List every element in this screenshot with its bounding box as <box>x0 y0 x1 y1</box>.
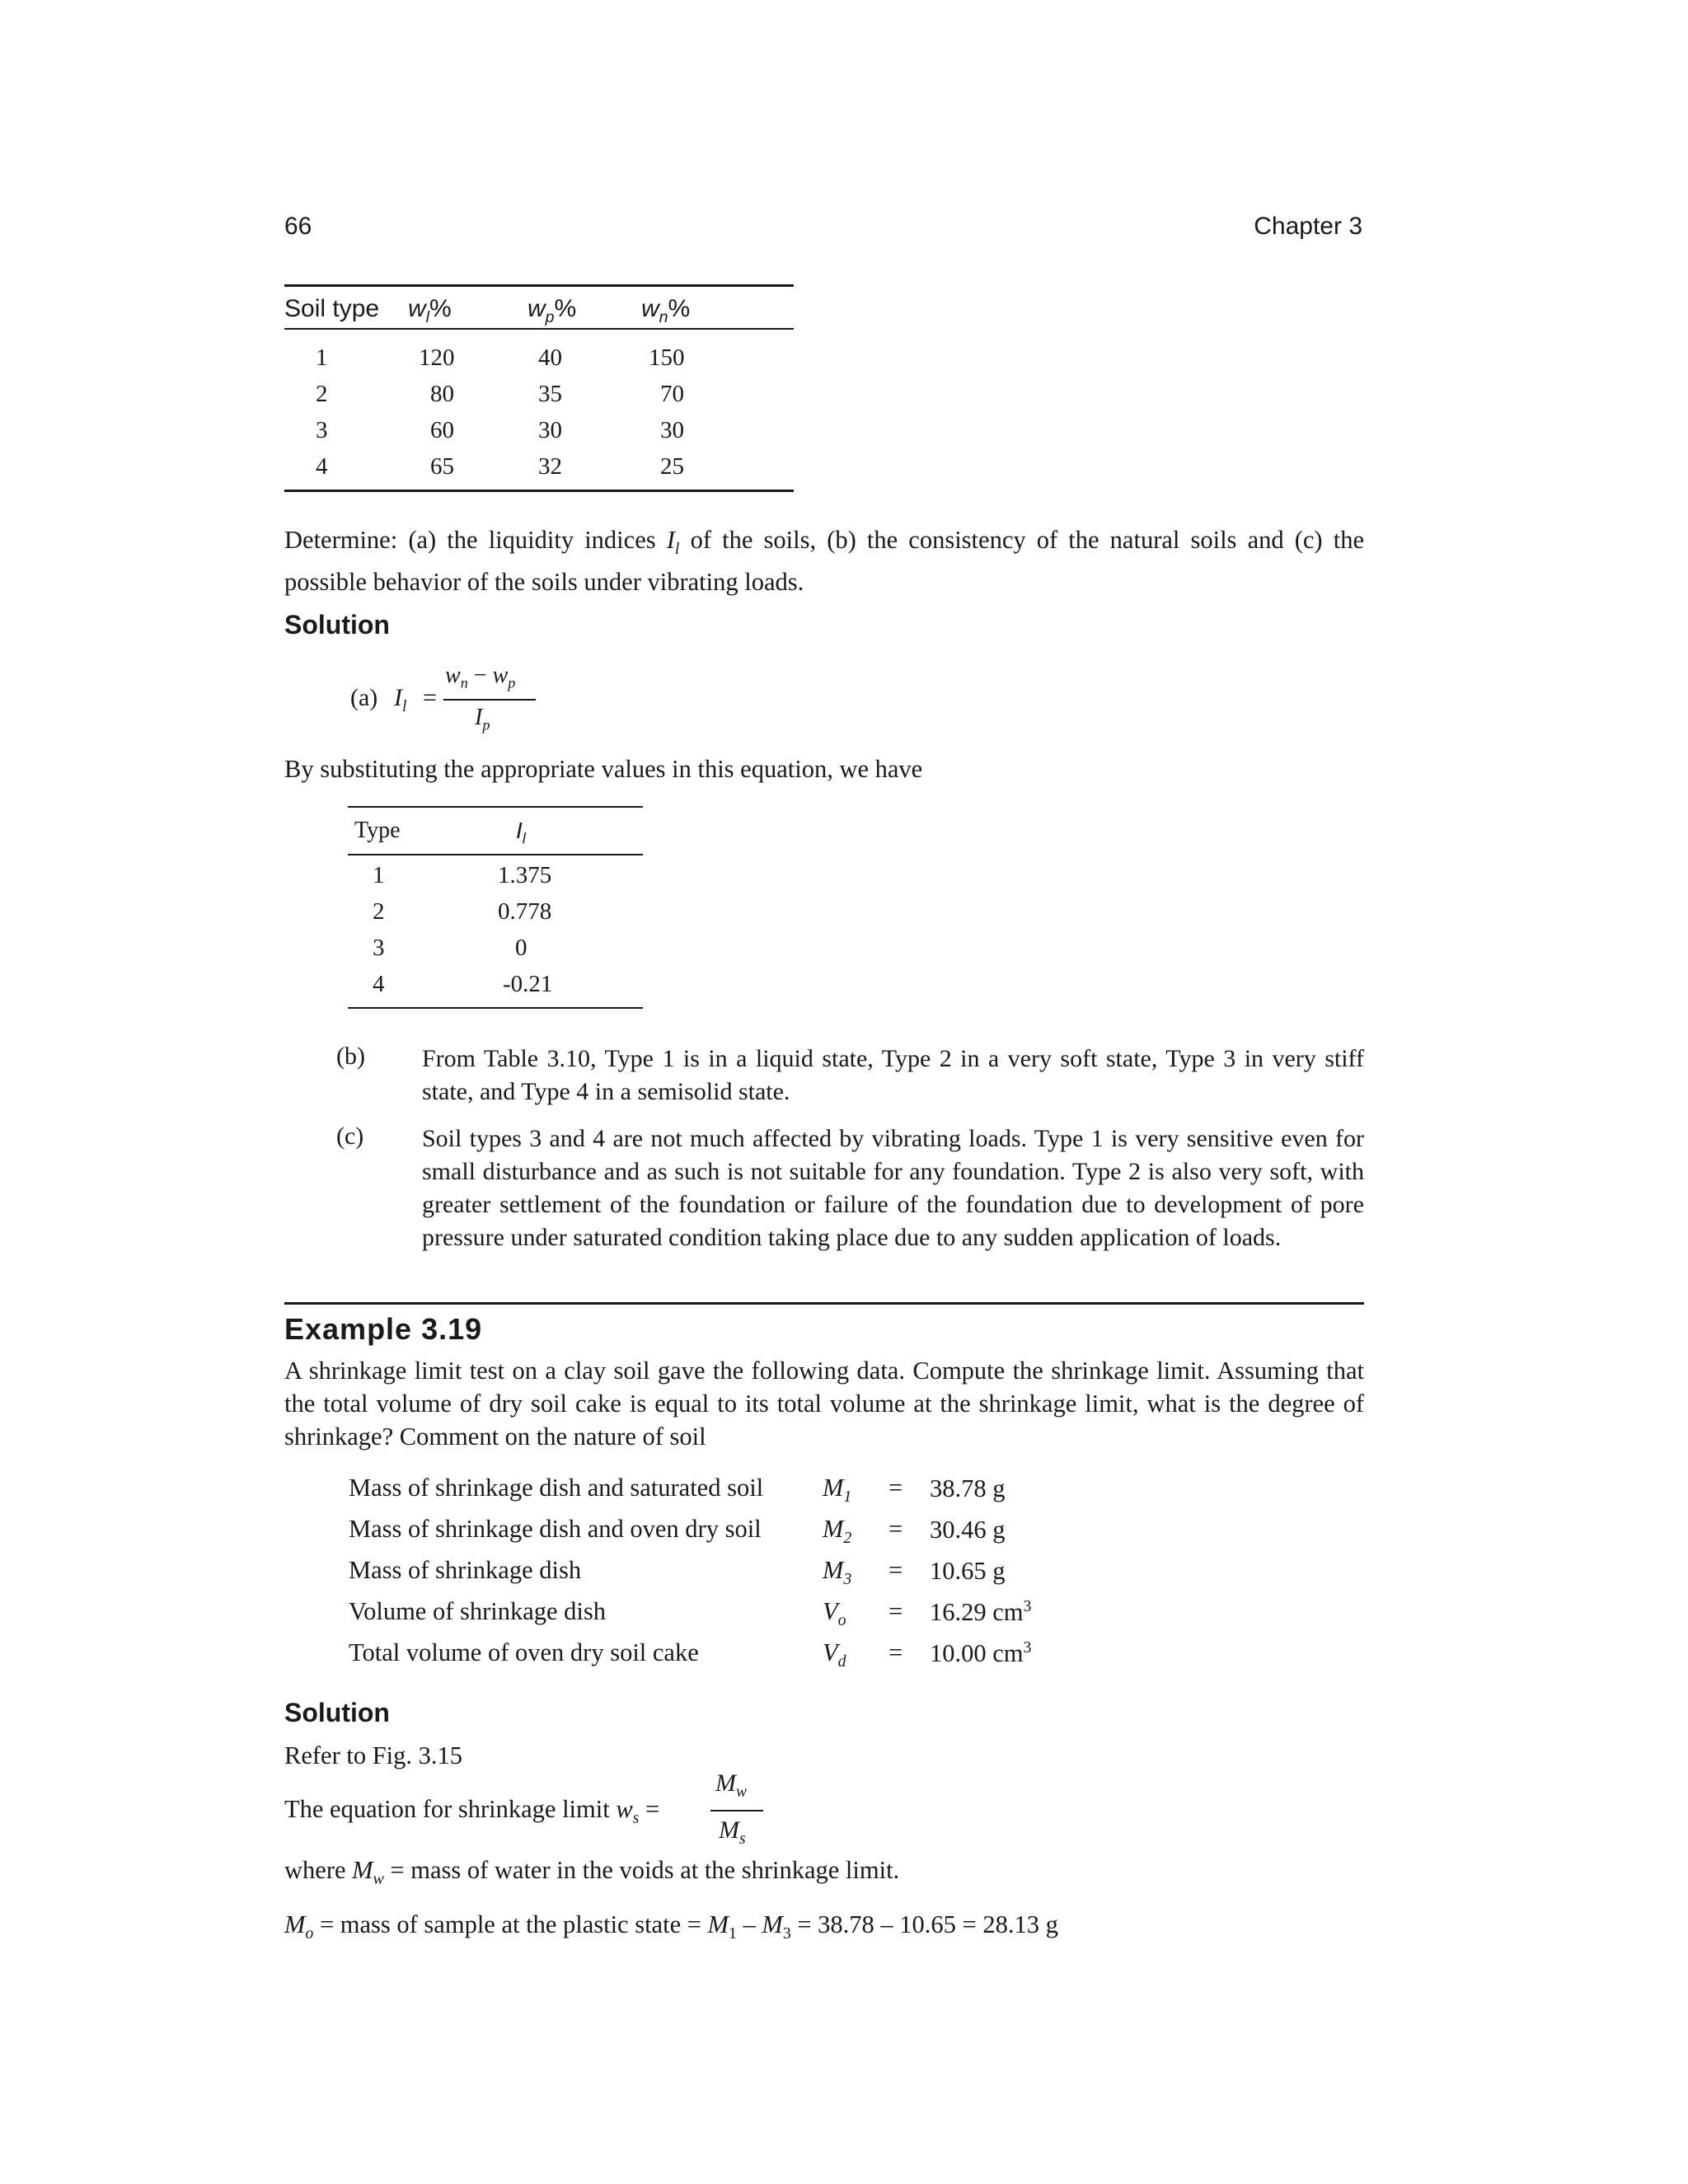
solution-heading: Solution <box>284 610 390 640</box>
list-item: Mass of shrinkage dish and saturated soil $M_1$ = 38.78 g <box>349 1474 1006 1506</box>
col-header-il: $I_l$ <box>516 818 526 847</box>
equation-numerator: $w_n - w_p$ <box>445 663 516 691</box>
list-item: Volume of shrinkage dish $V_o$ = 16.29 $cm^3$ <box>349 1597 1032 1629</box>
item-b-text: From Table 3.10, Type 1 is in a liquid state, Type 2 in a very soft state, Type 3 in very stiff state, and Type 4 in a semisolid state. <box>422 1045 1364 1105</box>
col-header-soil-type: Soil type <box>284 295 380 322</box>
col-header-wl: $w_l\%$ <box>408 295 452 326</box>
table-top-rule <box>348 806 643 808</box>
equation-numerator: $M_w$ <box>715 1769 748 1801</box>
where-text: where $M_w$ = mass of water in the voids at the shrinkage limit. <box>284 1856 900 1888</box>
table-header-rule <box>348 854 643 855</box>
mass-plastic-state-text: $M_o$ = mass of sample at the plastic state = $M_1 - M_3 = 38.78 - 10.65 = 28.13$ g <box>284 1910 1058 1943</box>
table-bottom-rule <box>284 490 794 492</box>
equation-denominator: $M_s$ <box>719 1816 746 1848</box>
item-c-label: (c) <box>336 1122 364 1150</box>
col-header-wp: $w_p\%$ <box>528 295 577 326</box>
fraction-bar <box>443 699 536 701</box>
example-text: A shrinkage limit test on a clay soil gave the following data. Compute the shrinkage limit. Assuming that the total volume of dry soil cake is equal to its total volume at the shrinkage limit, what is the degree of shrinkage? Comment on the nature of soil <box>284 1357 1364 1451</box>
col-header-type: Type <box>354 818 401 843</box>
list-item: Mass of shrinkage dish and oven dry soil $M_2$ = 30.46 g <box>349 1515 1006 1547</box>
list-item: Total volume of oven dry soil cake $V_d$ = 10.00 $cm^3$ <box>349 1638 1032 1671</box>
fraction-bar <box>710 1810 763 1811</box>
solution-heading: Solution <box>284 1698 390 1727</box>
question-text: Determine: (a) the liquidity indices $I_l$ of the soils, (b) the consistency of the natural soils and (c) the possible behavior of the soils under vibrating loads. <box>284 526 1364 596</box>
item-b-label: (b) <box>336 1043 365 1070</box>
list-item: Mass of shrinkage dish $M_3$ = 10.65 g <box>349 1556 1006 1588</box>
col-header-wn: $w_n\%$ <box>641 295 691 326</box>
example-rule <box>284 1302 1364 1305</box>
table-top-rule <box>284 284 794 287</box>
page-number: 66 <box>284 213 312 240</box>
table-header-rule <box>284 328 794 330</box>
equation-denominator: $I_p$ <box>475 705 490 733</box>
substitute-text: By substituting the appropriate values in this equation, we have <box>284 755 923 783</box>
refer-text: Refer to Fig. 3.15 <box>284 1741 463 1769</box>
chapter-title: Chapter 3 <box>1254 213 1362 240</box>
item-c-text: Soil types 3 and 4 are not much affected by vibrating loads. Type 1 is very sensitive even for small disturbance and as such is not suitable for any foundation. Type 2 is also very soft, with greater settlement of the foundation or failure of the foundation due to development of pore pressure under saturated condition taking place due to any sudden application of loads. <box>422 1125 1364 1251</box>
table-bottom-rule <box>348 1007 643 1009</box>
example-title: Example 3.19 <box>284 1312 483 1346</box>
